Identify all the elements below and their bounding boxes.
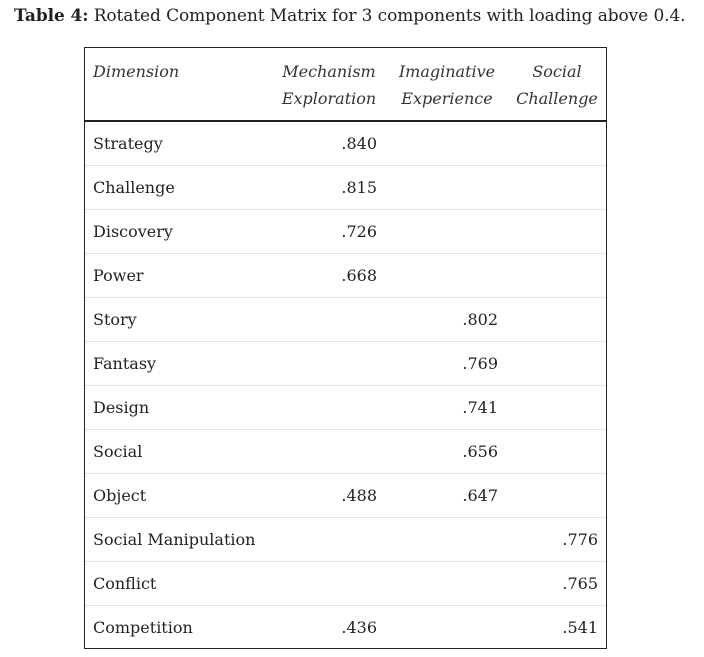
caption-text: Rotated Component Matrix for 3 components with loading above 0.4. [88, 6, 686, 26]
table-row [85, 386, 606, 430]
header-col3-line1: Social [532, 62, 582, 81]
mechanism-exploration-value: .726 [341, 222, 377, 241]
table-header-row [85, 48, 606, 122]
dimension-cell: Power [93, 266, 144, 285]
imaginative-experience-value: .741 [462, 398, 498, 417]
dimension-cell: Design [93, 398, 150, 417]
header-col1-line1: Mechanism [282, 62, 376, 81]
table-row [85, 210, 606, 254]
table-body [85, 122, 606, 650]
header-col2-line2: Experience [401, 89, 493, 108]
social-challenge-value: .541 [562, 618, 598, 637]
table-row [85, 518, 606, 562]
dimension-cell: Discovery [93, 222, 173, 241]
dimension-cell: Social Manipulation [93, 530, 256, 549]
table-row [85, 298, 606, 342]
mechanism-exploration-value: .840 [341, 134, 377, 153]
table-caption [14, 6, 686, 26]
caption-label: Table 4: [14, 6, 89, 26]
dimension-cell: Challenge [93, 178, 175, 197]
header-imaginative-experience [391, 58, 503, 112]
dimension-cell: Object [93, 486, 147, 505]
mechanism-exploration-value: .668 [341, 266, 377, 285]
social-challenge-value: .776 [562, 530, 598, 549]
table-row [85, 342, 606, 386]
imaginative-experience-value: .802 [462, 310, 498, 329]
table-row [85, 606, 606, 650]
mechanism-exploration-value: .436 [341, 618, 377, 637]
table-row [85, 562, 606, 606]
imaginative-experience-value: .769 [462, 354, 498, 373]
table-row [85, 122, 606, 166]
mechanism-exploration-value: .815 [341, 178, 377, 197]
mechanism-exploration-value: .488 [341, 486, 377, 505]
table-row [85, 474, 606, 518]
header-col3-line2: Challenge [516, 89, 598, 108]
imaginative-experience-value: .647 [462, 486, 498, 505]
dimension-cell: Story [93, 310, 137, 329]
component-matrix-table [84, 47, 607, 649]
header-mechanism-exploration [275, 58, 383, 112]
dimension-cell: Competition [93, 618, 193, 637]
header-col1-line2: Exploration [281, 89, 377, 108]
table-row [85, 254, 606, 298]
imaginative-experience-value: .656 [462, 442, 498, 461]
table-row [85, 166, 606, 210]
header-dimension: Dimension [93, 62, 180, 81]
header-social-challenge [511, 58, 603, 112]
dimension-cell: Conflict [93, 574, 157, 593]
table-row [85, 430, 606, 474]
header-col2-line1: Imaginative [398, 62, 496, 81]
dimension-cell: Strategy [93, 134, 163, 153]
dimension-cell: Social [93, 442, 143, 461]
social-challenge-value: .765 [562, 574, 598, 593]
dimension-cell: Fantasy [93, 354, 157, 373]
